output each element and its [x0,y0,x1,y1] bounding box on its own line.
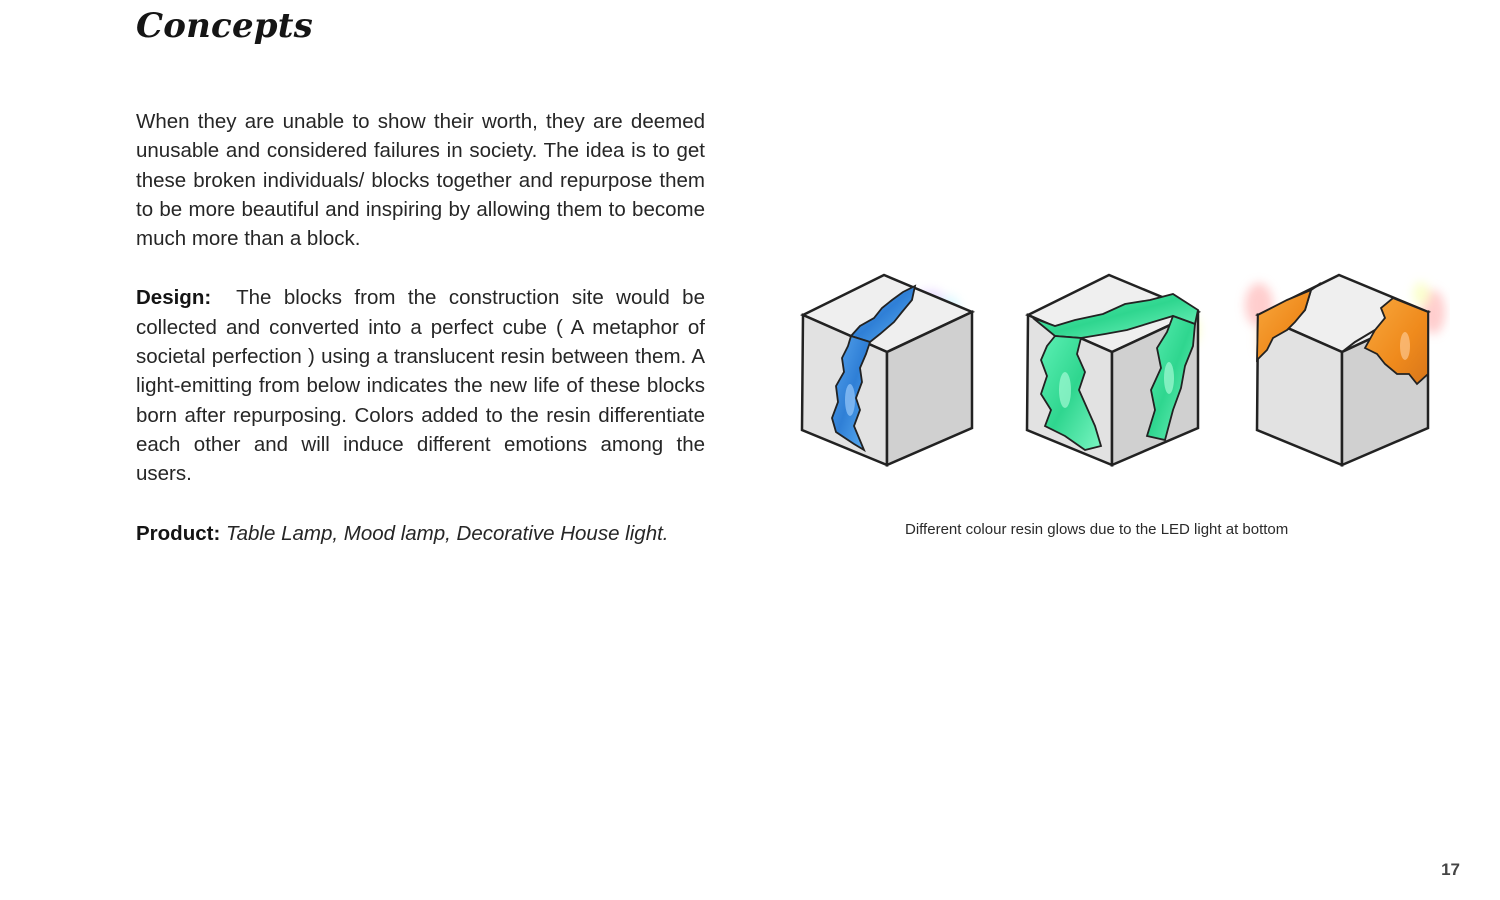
text-column [136,107,705,548]
product-paragraph [136,519,705,548]
design-label: Design: [136,286,212,310]
product-text: Table Lamp, Mood lamp, Decorative House light. [225,521,669,545]
product-label: Product: [136,521,221,545]
design-text: The blocks from the construction site would be collected and converted into a perfect cube ( A metaphor of societal perfection ) using a translucent resin between them. A light-emitting from below indicates the new life of these blocks born after repurposing. Colors added to the resin differentiate each other and will induce different emotions among the users. [136,286,705,486]
green-resin-cube [1027,275,1200,465]
resin-cube-illustration [790,250,1450,480]
design-paragraph [136,283,705,488]
blue-resin-cube [802,275,972,465]
page-number: 17 [1441,860,1460,879]
orange-resin-cube [1245,275,1445,465]
page-title: Concepts [136,6,314,46]
figure-caption: Different colour resin glows due to the LED light at bottom [905,521,1289,538]
intro-paragraph: When they are unable to show their worth, they are deemed unusable and considered failures in society. The idea is to get these broken individuals/ blocks together and repurpose them to be more beautiful and inspiring by allowing them to become much more than a block. [136,110,705,251]
